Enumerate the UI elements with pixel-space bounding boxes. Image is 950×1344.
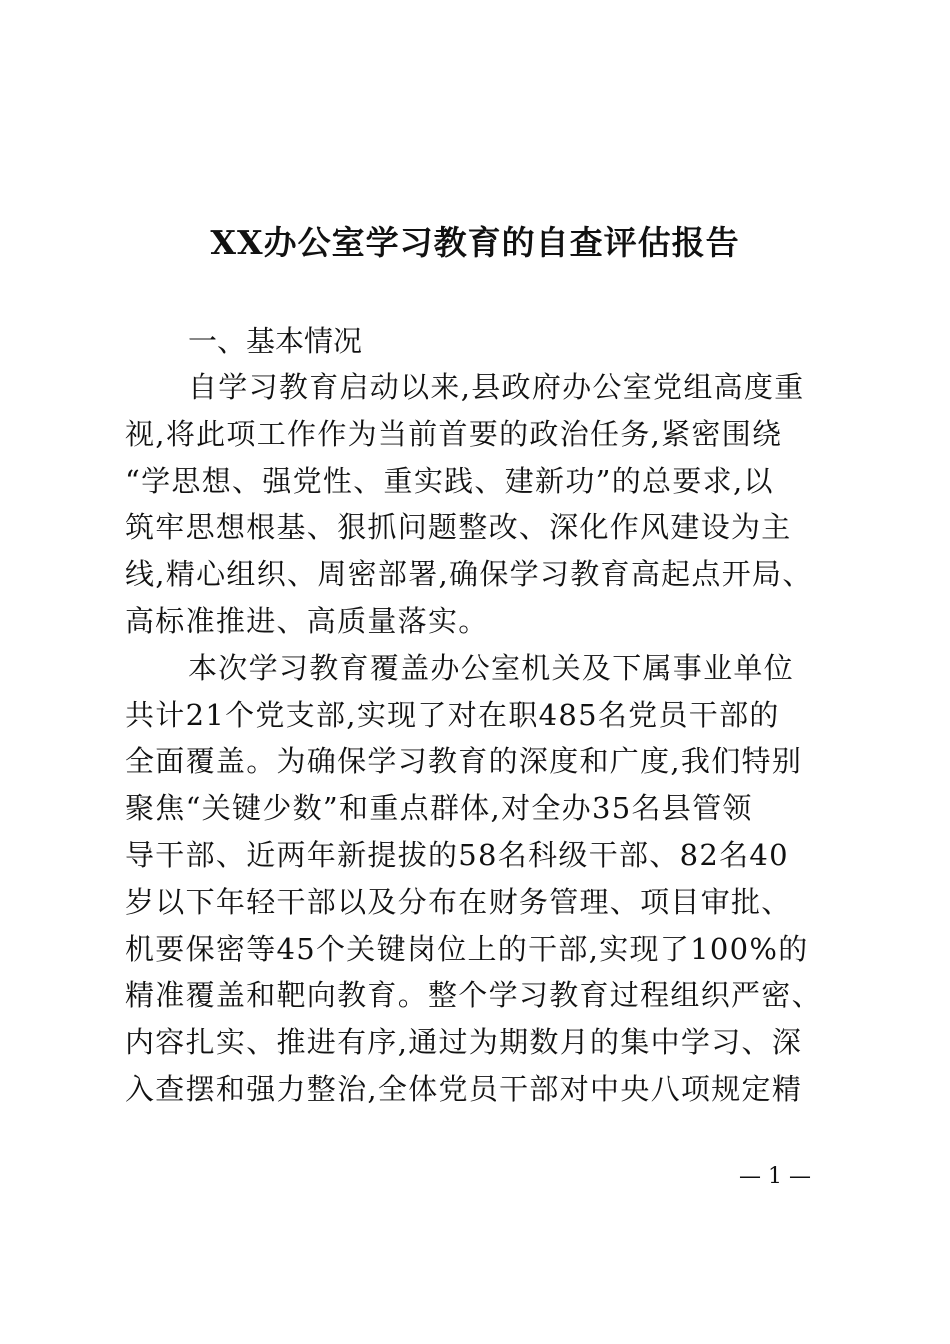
text-line: 导干部、近两年新提拔的58名科级干部、82名40 (125, 837, 789, 872)
section-heading: 一、基本情况 (188, 324, 363, 358)
text-line: 本次学习教育覆盖办公室机关及下属事业单位 (188, 650, 795, 685)
text-line: 全面覆盖。为确保学习教育的深度和广度,我们特别 (125, 744, 803, 779)
text-line: 入查摆和强力整治,全体党员干部对中央八项规定精 (125, 1071, 803, 1106)
text-line: 线,精心组织、周密部署,确保学习教育高起点开局、 (125, 557, 813, 592)
text-line: 聚焦“关键少数”和重点群体,对全办35名县管领 (125, 791, 753, 826)
text-line: 视,将此项工作作为当前首要的政治任务,紧密围绕 (125, 416, 783, 451)
document-title: XX办公室学习教育的自查评估报告 (210, 223, 740, 262)
text-line: 岁以下年轻干部以及分布在财务管理、项目审批、 (125, 884, 792, 919)
text-line: 高标准推进、高质量落实。 (125, 603, 489, 638)
paragraph-2 (125, 645, 837, 1113)
text-line: 内容扎实、推进有序,通过为期数月的集中学习、深 (125, 1025, 803, 1060)
page-number: — 1 — (739, 1164, 811, 1189)
document-body (125, 318, 837, 1113)
text-line: “学思想、强党性、重实践、建新功”的总要求,以 (125, 463, 774, 498)
text-line: 筑牢思想根基、狠抓问题整改、深化作风建设为主 (125, 510, 792, 545)
text-line: 共计21个党支部,实现了对在职485名党员干部的 (125, 697, 780, 732)
text-line: 精准覆盖和靶向教育。整个学习教育过程组织严密、 (125, 978, 822, 1013)
text-line: 自学习教育启动以来,县政府办公室党组高度重 (188, 370, 805, 404)
text-line: 机要保密等45个关键岗位上的干部,实现了100%的 (125, 931, 809, 966)
paragraph-1 (125, 364, 837, 645)
